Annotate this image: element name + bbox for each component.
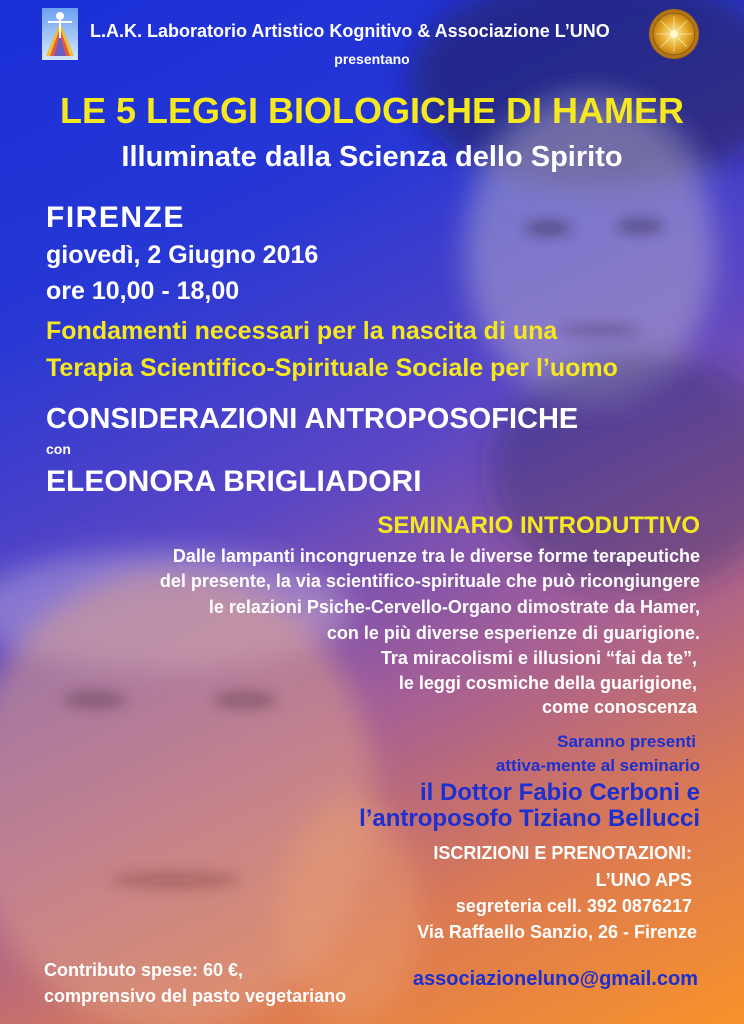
guest-name: l’antroposofo Tiziano Bellucci bbox=[359, 805, 700, 832]
guests-intro: Saranno presenti bbox=[557, 732, 696, 751]
contribution-line: Contributo spese: 60 €, bbox=[44, 960, 244, 980]
portrait-bottom-left bbox=[0, 550, 420, 1024]
seminar-description-line: le leggi cosmiche della guarigione, bbox=[398, 673, 697, 693]
registration-heading: ISCRIZIONI E PRENOTAZIONI: bbox=[433, 843, 692, 863]
portrait-top-right bbox=[410, 0, 744, 590]
seminar-description-line: del presente, la via scientifico-spirituale che può ricongiungere bbox=[159, 571, 700, 591]
registration-phone: segreteria cell. 392 0876217 bbox=[455, 896, 692, 916]
event-city: FIRENZE bbox=[46, 201, 185, 234]
registration-org: L’UNO APS bbox=[595, 870, 692, 890]
speaker-name: ELEONORA BRIGLIADORI bbox=[46, 465, 422, 498]
registration-address: Via Raffaello Sanzio, 26 - Firenze bbox=[417, 922, 697, 942]
seminar-description-line: Dalle lampanti incongruenze tra le diverse forme terapeutiche bbox=[172, 546, 700, 566]
event-time: ore 10,00 - 18,00 bbox=[46, 277, 240, 305]
poster-title: LE 5 LEGGI BIOLOGICHE DI HAMER bbox=[59, 90, 685, 131]
presenting-label: presentano bbox=[334, 51, 410, 67]
contribution-line: comprensivo del pasto vegetariano bbox=[44, 986, 347, 1006]
tagline-line: Terapia Scientifico-Spirituale Sociale per l’uomo bbox=[46, 354, 618, 382]
seminar-description-line: le relazioni Psiche-Cervello-Organo dimostrate da Hamer, bbox=[208, 597, 700, 617]
poster-subtitle: Illuminate dalla Scienza dello Spirito bbox=[121, 141, 623, 173]
event-date: giovedì, 2 Giugno 2016 bbox=[46, 241, 319, 269]
topic-heading: CONSIDERAZIONI ANTROPOSOFICHE bbox=[46, 403, 579, 435]
seminar-heading: SEMINARIO INTRODUTTIVO bbox=[377, 512, 700, 539]
registration-email: associazioneluno@gmail.com bbox=[412, 968, 698, 990]
guests-intro: attiva-mente al seminario bbox=[495, 756, 700, 775]
seminar-description-line: Tra miracolismi e illusioni “fai da te”, bbox=[380, 648, 697, 668]
with-label: con bbox=[46, 441, 71, 457]
guest-name: il Dottor Fabio Cerboni e bbox=[420, 779, 700, 806]
seminar-description-line: come conoscenza bbox=[541, 697, 697, 717]
tagline-line: Fondamenti necessari per la nascita di una bbox=[46, 317, 558, 345]
seminar-description-line: con le più diverse esperienze di guarigione. bbox=[326, 623, 700, 643]
organizers-line: L.A.K. Laboratorio Artistico Kognitivo & Associazione L’UNO bbox=[90, 21, 610, 41]
